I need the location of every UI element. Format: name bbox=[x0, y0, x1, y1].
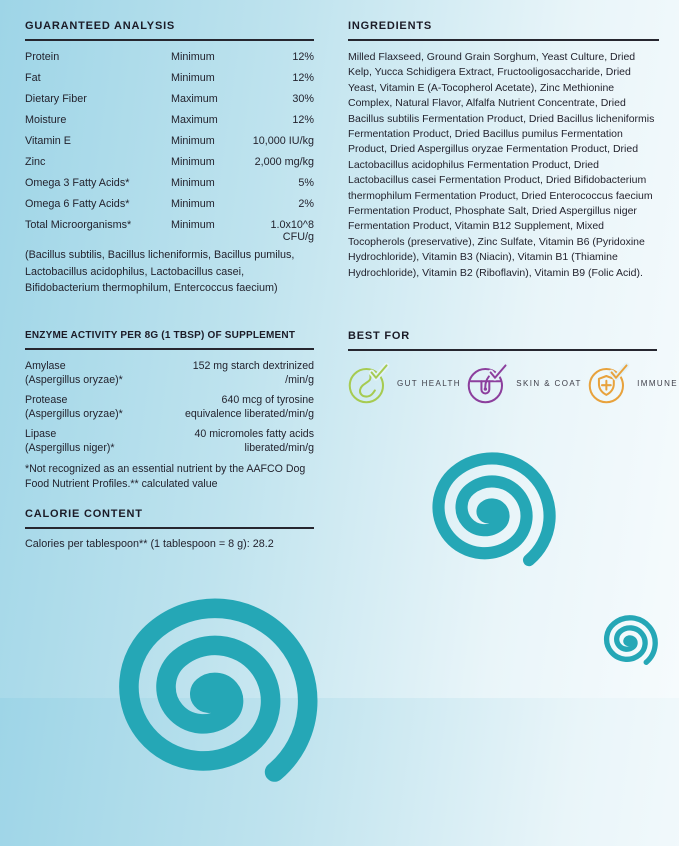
table-row bbox=[25, 72, 314, 93]
table-row bbox=[25, 394, 314, 421]
nutrient-value: 30% bbox=[292, 93, 314, 105]
guaranteed-analysis-table bbox=[25, 51, 314, 243]
enzyme-activity-section bbox=[25, 330, 314, 492]
nutrient-name: Zinc bbox=[25, 156, 46, 168]
nutrient-qualifier: Minimum bbox=[171, 135, 215, 147]
microorganism-species-note: (Bacillus subtilis, Bacillus licheniformis, Bacillus pumilus, Lactobacillus acidophilus, Lactobacillus casei, Bifidobacterium thermophilum, Entercoccus faecium) bbox=[25, 249, 295, 294]
enzyme-name: Amylase bbox=[25, 360, 66, 372]
shield-cross-check-icon bbox=[588, 362, 630, 404]
nutrient-qualifier: Maximum bbox=[171, 114, 218, 126]
nutrient-value: 12% bbox=[292, 72, 314, 84]
enzyme-organism: (Aspergillus oryzae)* bbox=[25, 373, 123, 386]
guaranteed-analysis-heading: GUARANTEED ANALYSIS bbox=[25, 20, 314, 41]
table-row bbox=[25, 114, 314, 135]
best-for-heading: BEST FOR bbox=[348, 330, 657, 351]
nutrient-name: Total Microorganisms* bbox=[25, 219, 132, 231]
table-row bbox=[25, 428, 314, 455]
nutrient-qualifier: Minimum bbox=[171, 156, 215, 168]
nutrient-value: 12% bbox=[292, 114, 314, 126]
enzyme-value: 640 mcg of tyrosine bbox=[221, 394, 314, 406]
nutrient-qualifier: Minimum bbox=[171, 51, 215, 63]
benefit-skin-coat bbox=[467, 362, 581, 404]
table-row bbox=[25, 135, 314, 156]
spiral-swirl-icon bbox=[70, 556, 360, 846]
nutrient-name: Omega 3 Fatty Acids* bbox=[25, 177, 130, 189]
table-row bbox=[25, 219, 314, 243]
nutrient-name: Dietary Fiber bbox=[25, 93, 87, 105]
ingredients-section bbox=[348, 20, 659, 281]
benefit-immune bbox=[588, 362, 678, 404]
table-row bbox=[25, 156, 314, 177]
table-row bbox=[25, 93, 314, 114]
best-for-badges bbox=[348, 362, 678, 404]
nutrient-value: 10,000 IU/kg bbox=[252, 135, 314, 147]
calorie-content-heading: CALORIE CONTENT bbox=[25, 508, 314, 529]
enzyme-activity-heading: ENZYME ACTIVITY PER 8G (1 TBSP) OF SUPPLEMENT bbox=[25, 330, 314, 350]
nutrient-name: Protein bbox=[25, 51, 60, 63]
spiral-swirl-icon bbox=[591, 604, 670, 683]
enzyme-value: 152 mg starch dextrinized bbox=[192, 360, 314, 372]
nutrient-qualifier: Minimum bbox=[171, 72, 215, 84]
nutrient-name: Omega 6 Fatty Acids* bbox=[25, 198, 130, 210]
enzyme-organism: (Aspergillus oryzae)* bbox=[25, 407, 123, 420]
nutrient-qualifier: Minimum bbox=[171, 177, 215, 189]
nutrient-value: 1.0x10^8 CFU/g bbox=[270, 219, 314, 243]
spiral-swirl-icon bbox=[402, 426, 582, 606]
enzyme-value-unit: liberated/min/g bbox=[244, 441, 314, 454]
benefit-gut-health bbox=[348, 362, 461, 404]
guaranteed-analysis-section bbox=[25, 20, 314, 297]
nutrient-name: Vitamin E bbox=[25, 135, 72, 147]
nutrient-qualifier: Maximum bbox=[171, 93, 218, 105]
hair-follicle-check-icon bbox=[467, 362, 509, 404]
ingredients-heading: INGREDIENTS bbox=[348, 20, 659, 41]
table-row bbox=[25, 198, 314, 219]
table-row bbox=[25, 51, 314, 72]
nutrient-qualifier: Minimum bbox=[171, 219, 215, 231]
nutrient-name: Moisture bbox=[25, 114, 67, 126]
ingredients-list-text: Milled Flaxseed, Ground Grain Sorghum, Yeast Culture, Dried Kelp, Yucca Schidigera Extract, Fructooligosaccharide, Dried Yeast, Vitamin E (A-Tocopherol Acetate), Zinc Methionine Complex, Natural Flavor, Alfalfa Nutrient Concentrate, Dried Bacillus subtilis Fermentation Product, Dried Bacillus licheniformis Fermentation Product, Dried Bacillus pumilus Fermentation Product, Dried Aspergillus oryzae Fermentation Product, Dried Lactobacillus acidophilus Fermentation Product, Dried Lactobacillus casei Fermentation Product, Dried Bifidobacterium thermophilum Fermentation Product, Dried Enterococcus faecium Fermentation Product, Phosphate Salt, Dried Aspergillus niger Fermentation Product, Vitamin B12 Supplement, Mixed Tocopherols (preservative), Zinc Sulfate, Vitamin B6 (Pyridoxine Hydrochloride), Vitamin B3 (Niacin), Vitamin B1 (Thiamine Hydrochloride), Vitamin B2 (Riboflavin), Vitamin B9 (Folic Acid). bbox=[348, 51, 655, 279]
nutrient-value: 12% bbox=[292, 51, 314, 63]
benefit-label: GUT HEALTH bbox=[397, 378, 461, 388]
best-for-section bbox=[348, 330, 678, 404]
stomach-check-icon bbox=[348, 362, 390, 404]
nutrient-value: 2% bbox=[298, 198, 314, 210]
table-row bbox=[25, 360, 314, 387]
enzyme-organism: (Aspergillus niger)* bbox=[25, 441, 115, 454]
enzyme-value-unit: equivalence liberated/min/g bbox=[185, 407, 314, 420]
enzyme-activity-table bbox=[25, 360, 314, 455]
nutrient-name: Fat bbox=[25, 72, 41, 84]
nutrient-value: 5% bbox=[298, 177, 314, 189]
benefit-label: IMMUNE bbox=[637, 378, 678, 388]
enzyme-name: Lipase bbox=[25, 428, 57, 440]
nutrient-qualifier: Minimum bbox=[171, 198, 215, 210]
calorie-content-section bbox=[25, 508, 314, 550]
aafco-footnote: *Not recognized as an essential nutrient by the AAFCO Dog Food Nutrient Profiles.** calculated value bbox=[25, 463, 306, 490]
table-row bbox=[25, 177, 314, 198]
enzyme-value-unit: /min/g bbox=[285, 373, 314, 386]
calorie-content-text: Calories per tablespoon** (1 tablespoon = 8 g): 28.2 bbox=[25, 538, 274, 550]
nutrient-value: 2,000 mg/kg bbox=[254, 156, 314, 168]
enzyme-name: Protease bbox=[25, 394, 68, 406]
benefit-label: SKIN & COAT bbox=[516, 378, 582, 388]
enzyme-value: 40 micromoles fatty acids bbox=[194, 428, 314, 440]
